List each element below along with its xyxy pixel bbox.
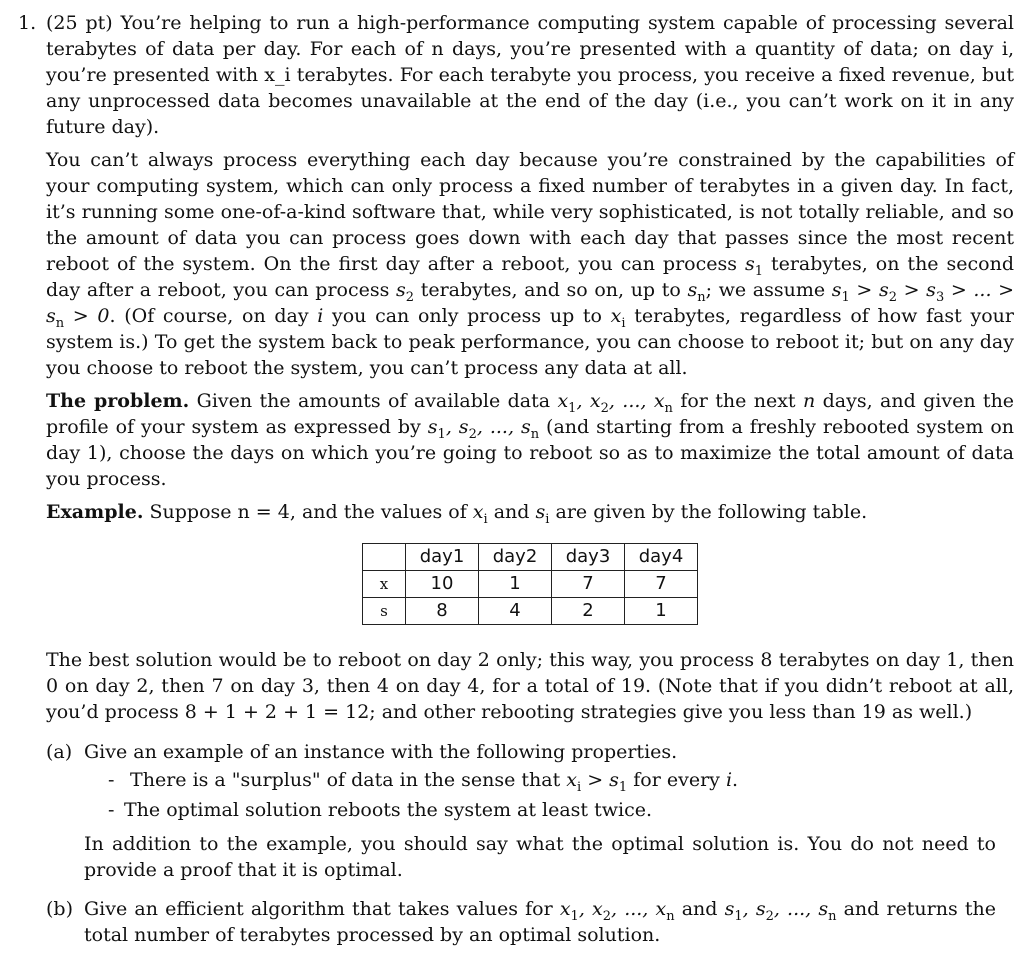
problem-a: Given the amounts of available data bbox=[196, 390, 551, 412]
problem-number: 1. bbox=[18, 12, 37, 34]
para2-d: ; we assume bbox=[705, 279, 826, 301]
sn-symbol: $s_n$ bbox=[687, 279, 706, 305]
para2-a: You can’t always process everything each day because you’re constrained by the capabilities of your computing system, which can only process a fixed number of terabytes in a given day. In fact, it’s running some one-of-a-kind software that, while very sophisticated, is not totally reliable, and so the amount of data you can process goes down with each day that passes since the most recent reboot of the system. On the first day after a reboot, you can process bbox=[46, 149, 1014, 275]
problem-page bbox=[18, 10, 1014, 961]
part-b-a: Give an efficient algorithm that takes values for bbox=[84, 898, 553, 920]
i-symbol: i bbox=[317, 305, 324, 327]
problem-d: (and starting from a freshly rebooted system on day 1), choose the days on which you’re going to reboot so as to maximize the total amount of data you process. bbox=[46, 416, 1014, 490]
problem-paragraph bbox=[46, 388, 1014, 492]
prop1-a: There is a "surplus" of data in the sense that bbox=[130, 769, 561, 791]
problem-label: The problem. bbox=[46, 390, 190, 412]
table-header-row bbox=[363, 544, 698, 571]
example-label: Example. bbox=[46, 501, 144, 523]
table-header-cell: day4 bbox=[625, 544, 698, 571]
table-cell: 2 bbox=[552, 598, 625, 625]
xi-symbol-example: $x_i$ bbox=[472, 501, 488, 527]
part-b-c: and returns the total number of terabytes processed by an optimal solution. bbox=[84, 898, 996, 946]
table-header-cell: day2 bbox=[479, 544, 552, 571]
example-b: and bbox=[493, 501, 530, 523]
example-table bbox=[362, 543, 698, 625]
example-paragraph bbox=[46, 499, 1014, 525]
part-a-body bbox=[84, 739, 996, 890]
part-b-text bbox=[84, 896, 996, 948]
part-b-body bbox=[84, 896, 996, 955]
table-cell: 10 bbox=[406, 571, 479, 598]
example-c: are given by the following table. bbox=[555, 501, 868, 523]
table-header-cell: day3 bbox=[552, 544, 625, 571]
property-item: - The optimal solution reboots the system at least twice. bbox=[108, 797, 996, 823]
x-sequence: $x_1$, $x_2$, ..., $x_n$ bbox=[557, 390, 673, 416]
s2-symbol: $s_2$ bbox=[396, 279, 415, 305]
s-sequence: $s_1$, $s_2$, ..., $s_n$ bbox=[427, 416, 540, 442]
constraints-paragraph bbox=[46, 147, 1014, 381]
table-cell: 8 bbox=[406, 598, 479, 625]
example-table-wrap bbox=[46, 543, 1014, 625]
table-corner-cell bbox=[363, 544, 406, 571]
table-header-cell: day1 bbox=[406, 544, 479, 571]
example-a: Suppose n = 4, and the values of bbox=[149, 501, 467, 523]
table-cell: 4 bbox=[479, 598, 552, 625]
table-row-label: s bbox=[363, 598, 406, 625]
surplus-inequality: $x_i > s_1$ bbox=[566, 769, 628, 795]
points-label: (25 pt) bbox=[46, 12, 113, 34]
problem-1 bbox=[18, 10, 1014, 961]
property-list bbox=[84, 767, 996, 823]
para2-c: terabytes, and so on, up to bbox=[420, 279, 681, 301]
parts-list bbox=[46, 739, 1014, 955]
table-row-label: x bbox=[363, 571, 406, 598]
part-a-label: (a) bbox=[46, 741, 73, 763]
n-symbol: n bbox=[802, 390, 816, 412]
s-sequence-b: $s_1$, $s_2$, ..., $s_n$ bbox=[724, 898, 837, 924]
intro-text: You’re helping to run a high-performance computing system capable of processing several terabytes of data per day. For each of n days, you’re presented with a quantity of data; on day i, you’re presented with x_i terabytes. For each terabyte you process, you receive a fixed revenue, but any unprocessed data becomes unavailable at the end of the day (i.e., you can’t work on it in any future day). bbox=[46, 12, 1014, 138]
property-item: - There is a "surplus" of data in the sense that $x_i > s_1$ for every i. bbox=[108, 767, 996, 793]
para2-e: . (Of course, on day bbox=[109, 305, 309, 327]
problem-body bbox=[46, 10, 1014, 961]
part-b bbox=[46, 896, 1014, 955]
prop1-b: for every bbox=[633, 769, 720, 791]
para2-b: terabytes, on the second day after a reboot, you can process bbox=[46, 253, 1014, 301]
table-cell: 7 bbox=[625, 571, 698, 598]
part-a-outro: In addition to the example, you should say what the optimal solution is. You do not need to provide a proof that it is optimal. bbox=[84, 833, 996, 881]
table-cell: 1 bbox=[479, 571, 552, 598]
para2-g: terabytes, regardless of how fast your system is.) To get the system back to peak performance, you can choose to reboot it; but on any day you choose to reboot the system, you can’t process any data at all. bbox=[46, 305, 1014, 379]
s1-symbol: $s_1$ bbox=[744, 253, 763, 279]
x-sequence-b: $x_1$, $x_2$, ..., $x_n$ bbox=[559, 898, 675, 924]
problem-c: days, and given the profile of your system as expressed by bbox=[46, 390, 1015, 438]
si-symbol-example: $s_i$ bbox=[535, 501, 550, 527]
table-cell: 7 bbox=[552, 571, 625, 598]
problem-b: for the next bbox=[680, 390, 796, 412]
table-row bbox=[363, 598, 698, 625]
solution-paragraph: The best solution would be to reboot on day 2 only; this way, you process 8 terabytes on day 1, then 0 on day 2, then 7 on day 3, then 4 on day 4, for a total of 19. (Note that if you didn’t reboot at all, you’d process 8 + 1 + 2 + 1 = 12; and other rebooting strategies give you less than 19 as well.) bbox=[46, 649, 1014, 723]
part-b-label: (b) bbox=[46, 898, 73, 920]
para2-f: you can only process up to bbox=[332, 305, 602, 327]
part-a-intro: Give an example of an instance with the following properties. bbox=[84, 741, 678, 763]
decreasing-inequality: $s_1 > s_2 > s_3$ > ... > $s_n > 0$ bbox=[46, 279, 1015, 331]
i-symbol-prop: i bbox=[725, 769, 733, 791]
table-row bbox=[363, 571, 698, 598]
part-b-b: and bbox=[681, 898, 718, 920]
part-a bbox=[46, 739, 1014, 890]
intro-paragraph bbox=[46, 10, 1014, 140]
table-cell: 1 bbox=[625, 598, 698, 625]
xi-symbol: $x_i$ bbox=[610, 305, 626, 331]
